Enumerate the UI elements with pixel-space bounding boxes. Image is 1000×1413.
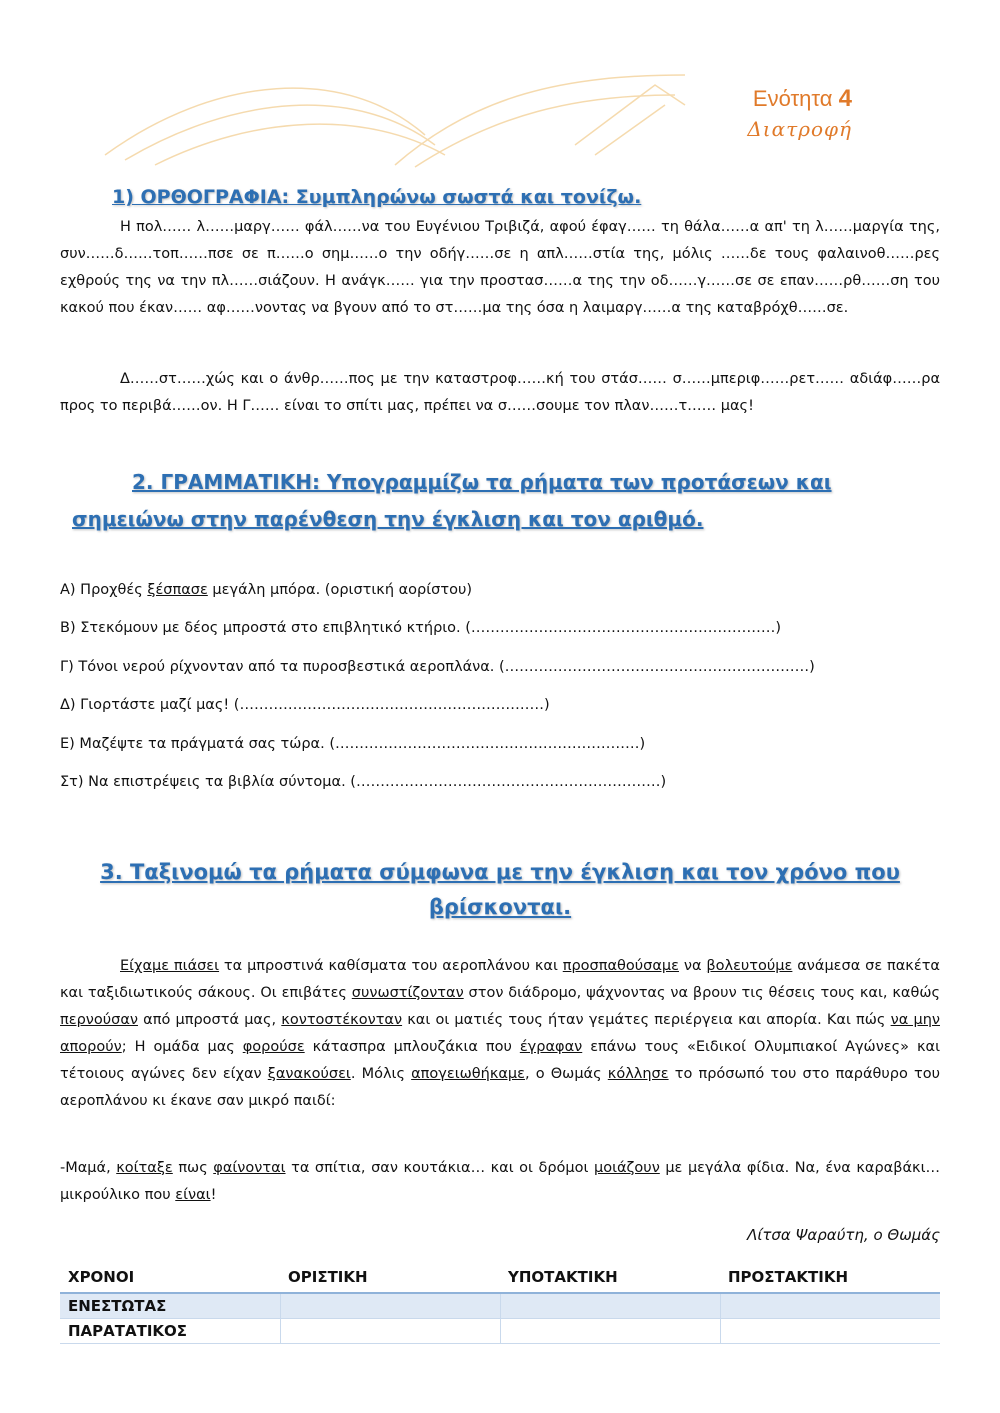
underlined-verb: Είχαμε πιάσει: [120, 958, 220, 974]
answer-cell[interactable]: [720, 1293, 940, 1319]
row-label: ΕΝΕΣΤΩΤΑΣ: [60, 1293, 280, 1319]
text-run: και οι ματιές τους ήταν γεμάτες περιέργεια και απορία. Και πώς: [402, 1012, 891, 1028]
underlined-verb: κοντοστέκονταν: [281, 1012, 403, 1028]
table-header: ΧΡΟΝΟΙ: [60, 1262, 280, 1293]
underlined-verb: μοιάζουν: [593, 1160, 660, 1176]
classification-table: [60, 1262, 940, 1344]
underlined-verb: είναι: [175, 1187, 211, 1203]
table-row: [60, 1319, 940, 1344]
unit-label: Ενότητα 4 Διατροφή: [747, 85, 852, 141]
exercise-c: Γ) Τόνοι νερού ρίχνονταν από τα πυροσβεστικά αεροπλάνα. (………………………………………………………): [60, 659, 815, 675]
text-run: ; Η ομάδα μας: [121, 1039, 243, 1055]
text-run: στον διάδρομο, ψάχνοντας να βρουν τις θέσεις τους και, καθώς: [463, 985, 940, 1001]
text-run: ανάμεσα σε πακέτα και ταξιδιωτικούς σάκους. Οι επιβάτες: [60, 958, 940, 1001]
underlined-verb: έγραφαν: [519, 1039, 583, 1055]
exercise-e: Ε) Μαζέψτε τα πράγματά σας τώρα. (………………………………………………………): [60, 736, 646, 752]
underlined-verb: βολευτούμε: [706, 958, 793, 974]
underlined-verb: κοίταξε: [116, 1160, 173, 1176]
section2-title-line2: σημειώνω στην παρένθεση την έγκλιση και τον αριθμό.: [72, 507, 704, 531]
underlined-verb: προσπαθούσαμε: [562, 958, 679, 974]
exercise-a: Α) Προχθές ξέσπασε μεγάλη μπόρα. (οριστική αορίστου): [60, 582, 472, 598]
exercise-d: Δ) Γιορτάστε μαζί μας! (………………………………………………………): [60, 697, 550, 713]
text-run: να: [678, 958, 707, 974]
answer-cell[interactable]: [500, 1293, 720, 1319]
section1-paragraph-2: Δ……στ……χώς και ο άνθρ……πος με την καταστροφ……κή του στάσ…… σ……μπεριφ……ρετ…… αδιάφ……ρα προς το περιβά……ον. Η Γ…… είναι το σπίτι μας, πρέπει να σ……σουμε τον πλαν……τ…… μας!: [60, 371, 940, 414]
table-header: ΟΡΙΣΤΙΚΗ: [280, 1262, 500, 1293]
text-run: , ο Θωμάς: [524, 1066, 608, 1082]
section1-paragraph-1: Η πολ…… λ……μαργ…… φάλ……να του Ευγένιου Τριβιζά, αφού έφαγ…… τη θάλα……α απ' τη λ……μαργία της, συν……δ……τοπ……πσε σε π……ο σημ……ο την οδήγ……σε η απλ……στία της, μόλις ……δε τους φαλαινοθ……ρες εχθρούς της να την πλ……σιάζουν. Η ανάγκ…… για την προστασ……α της την οδ……γ……σε σε επαν……ρθ……ση του κακού που έκαν…… αφ……νοντας να βγουν από το στ……μα της όσα η λαιμαργ……α της καταβρόχθ……σε.: [60, 219, 940, 316]
answer-cell[interactable]: [500, 1319, 720, 1344]
section3-title-line1: 3. Ταξινομώ τα ρήματα σύμφωνα με την έγκλιση και τον χρόνο που: [100, 860, 900, 884]
underlined-verb: να μην απορούν: [60, 1012, 940, 1055]
section3-paragraph-1: [60, 953, 940, 1115]
table-header: ΥΠΟΤΑΚΤΙΚΗ: [500, 1262, 720, 1293]
text-run: . Μόλις: [350, 1066, 412, 1082]
underlined-verb: ξανακούσει: [267, 1066, 351, 1082]
answer-cell[interactable]: [280, 1293, 500, 1319]
table-header: ΠΡΟΣΤΑΚΤΙΚΗ: [720, 1262, 940, 1293]
answer-cell[interactable]: [280, 1319, 500, 1344]
underlined-verb: κόλλησε: [607, 1066, 669, 1082]
text-run: τα μπροστινά καθίσματα του αεροπλάνου και: [219, 958, 563, 974]
author-citation: Λίτσα Ψαραύτη, ο Θωμάς: [747, 1226, 940, 1244]
answer-cell[interactable]: [720, 1319, 940, 1344]
table-row: [60, 1293, 940, 1319]
text-run: κάτασπρα μπλουζάκια που: [304, 1039, 520, 1055]
section1-title: 1) ΟΡΘΟΓΡΑΦΙΑ: Συμπληρώνω σωστά και τονίζω.: [112, 186, 642, 208]
text-run: πως: [172, 1160, 214, 1176]
text-run: -Μαμά,: [60, 1160, 117, 1176]
text-run: το πρόσωπό του στο παράθυρο του αεροπλάνου κι έκανε σαν μικρό παιδί:: [60, 1066, 940, 1109]
exercise-f: Στ) Να επιστρέψεις τα βιβλία σύντομα. (………………………………………………………): [60, 774, 667, 790]
text-run: επάνω τους «Ειδικοί Ολυμπιακοί Αγώνες» και τέτοιους αγώνες δεν είχαν: [60, 1039, 940, 1082]
unit-title: Διατροφή: [747, 117, 852, 141]
underlined-verb: φορούσε: [242, 1039, 305, 1055]
text-run: !: [210, 1187, 217, 1203]
section3-title-line2: βρίσκονται.: [428, 895, 572, 919]
text-run: με μεγάλα φίδια. Να, ένα καραβάκι… μικρούλικο που: [60, 1160, 940, 1203]
section3-paragraph-2: [60, 1155, 940, 1209]
underlined-verb: φαίνονται: [213, 1160, 286, 1176]
section2-title-line1: 2. ΓΡΑΜΜΑΤΙΚΗ: Υπογραμμίζω τα ρήματα των προτάσεων και: [132, 470, 832, 494]
underlined-verb: απογειωθήκαμε: [411, 1066, 525, 1082]
decorative-swoosh: [95, 55, 695, 175]
exercise-b: Β) Στεκόμουν με δέος μπροστά στο επιβλητικό κτήριο. (………………………………………………………): [60, 620, 782, 636]
row-label: ΠΑΡΑΤΑΤΙΚΟΣ: [60, 1319, 280, 1344]
underlined-verb: συνωστίζονταν: [351, 985, 464, 1001]
text-run: από μπροστά μας,: [137, 1012, 282, 1028]
underlined-verb: περνούσαν: [60, 1012, 138, 1028]
text-run: τα σπίτια, σαν κουτάκια… και οι δρόμοι: [285, 1160, 594, 1176]
